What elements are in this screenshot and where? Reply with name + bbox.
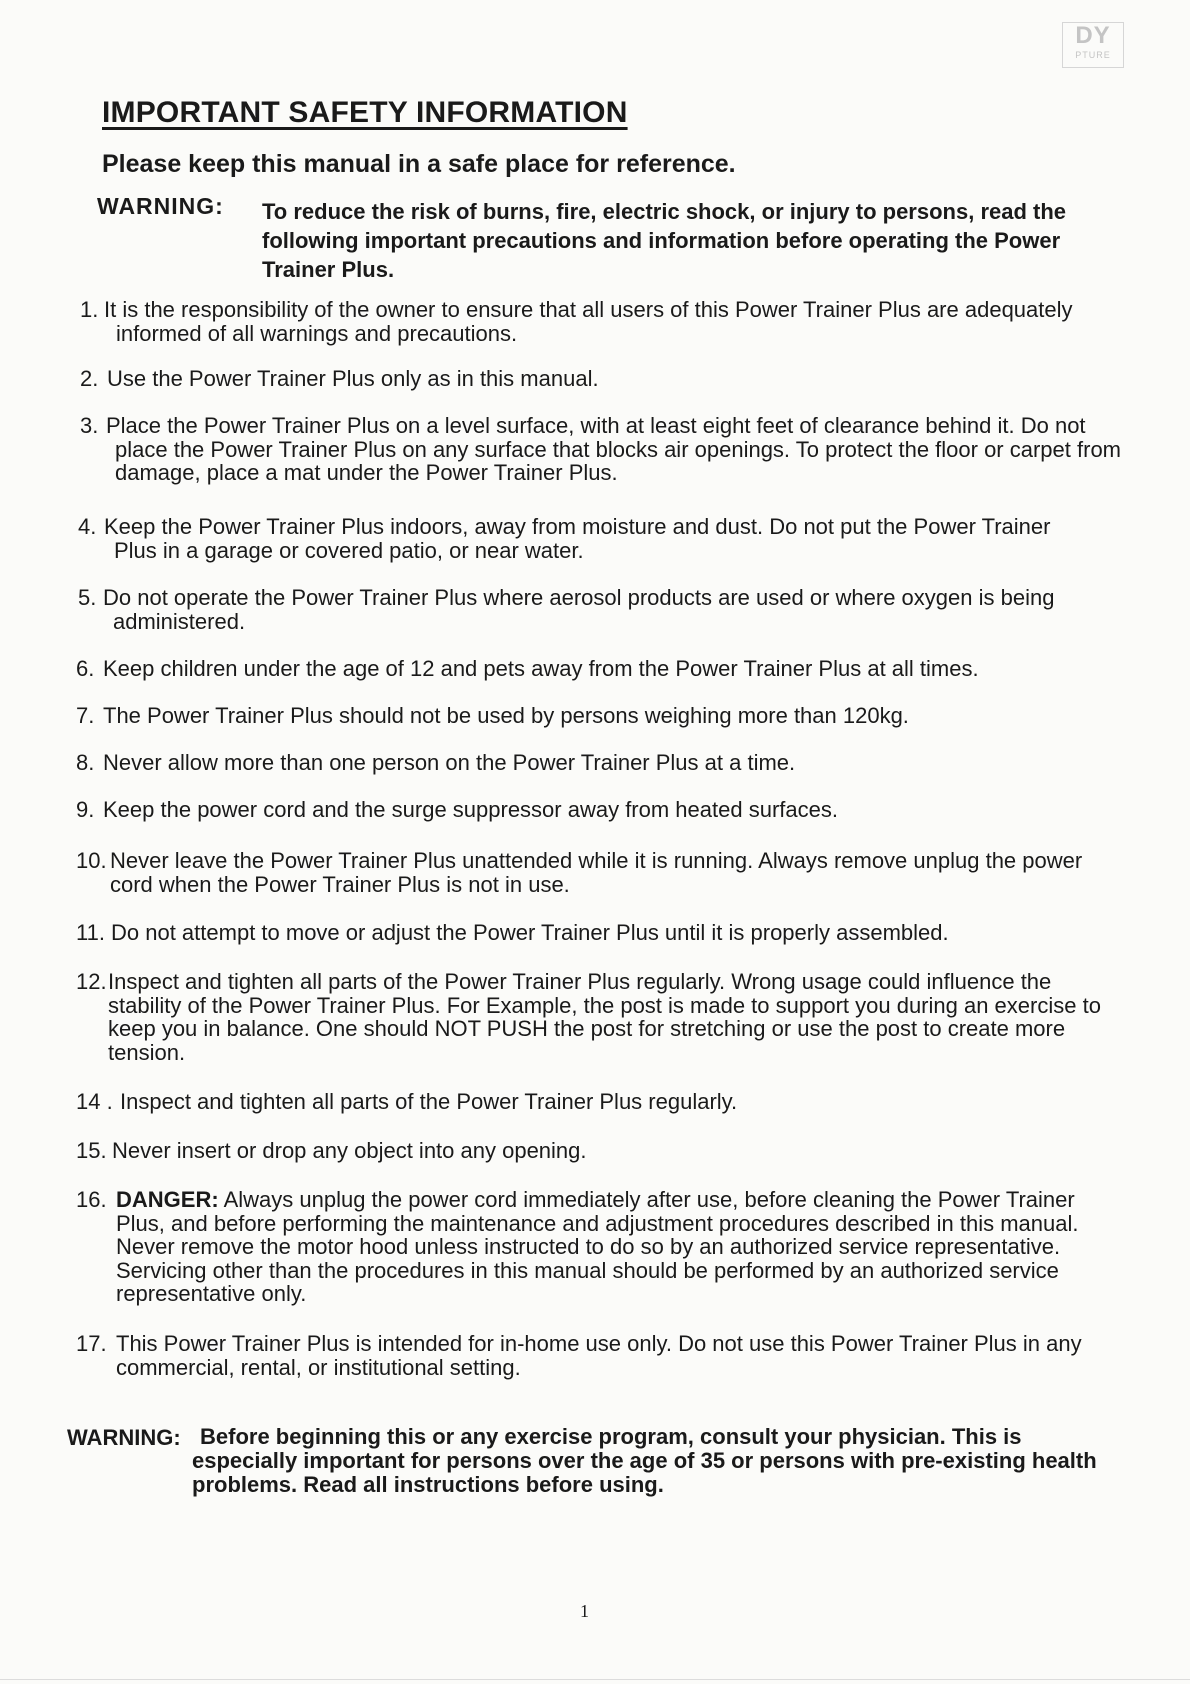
- list-item: [76, 1332, 1126, 1379]
- list-item: [76, 704, 1076, 728]
- item-number: 3.: [80, 413, 99, 438]
- list-item: [80, 414, 1130, 485]
- scan-edge-divider: [0, 1679, 1190, 1680]
- list-item: [76, 657, 1136, 681]
- item-number: 10.: [76, 848, 107, 873]
- list-item: [76, 921, 1076, 945]
- page-subtitle: Please keep this manual in a safe place for reference.: [102, 150, 736, 178]
- bottom-warning-label: WARNING:: [67, 1425, 181, 1450]
- list-item: [80, 298, 1080, 345]
- list-item: [78, 515, 1098, 562]
- list-item: [76, 1139, 1076, 1163]
- list-item: [76, 751, 1076, 775]
- list-item: [76, 849, 1106, 896]
- item-number: 7.: [76, 703, 95, 728]
- item-text: This Power Trainer Plus is intended for in-home use only. Do not use this Power Trainer Plus in any commercial, rental, or institutional setting.: [116, 1331, 1082, 1380]
- logo-text-bottom: PTURE: [1075, 50, 1111, 60]
- item-text: Keep children under the age of 12 and pets away from the Power Trainer Plus at all times.: [103, 656, 979, 681]
- list-item: [76, 798, 1076, 822]
- list-item: [80, 367, 1080, 391]
- item-text: Inspect and tighten all parts of the Power Trainer Plus regularly.: [120, 1089, 738, 1114]
- item-number: 6.: [76, 656, 95, 681]
- faded-logo-stamp: [1062, 22, 1124, 68]
- item-number: 15.: [76, 1138, 107, 1163]
- item-text: Keep the power cord and the surge suppressor away from heated surfaces.: [103, 797, 838, 822]
- item-text: Use the Power Trainer Plus only as in this manual.: [107, 366, 599, 391]
- item-text: Do not attempt to move or adjust the Power Trainer Plus until it is properly assembled.: [111, 920, 949, 945]
- item-number: 1.: [80, 297, 99, 322]
- item-number: 11.: [76, 920, 105, 945]
- bottom-warning-text: Before beginning this or any exercise program, consult your physician. This is especially important for persons over the age of 35 or persons with pre-existing health problems. Read all instructions before using.: [192, 1424, 1097, 1497]
- item-text: Never leave the Power Trainer Plus unattended while it is running. Always remove unplug the power cord when the Power Trainer Plus is not in use.: [110, 848, 1083, 897]
- item-text: Do not operate the Power Trainer Plus where aerosol products are used or where oxygen is being administered.: [103, 585, 1055, 634]
- item-number: 4.: [78, 514, 97, 539]
- list-item: [76, 970, 1126, 1064]
- item-number: 16.: [76, 1187, 107, 1212]
- item-text: Keep the Power Trainer Plus indoors, away from moisture and dust. Do not put the Power Trainer Plus in a garage or covered patio, or near water.: [104, 514, 1051, 563]
- item-text: Place the Power Trainer Plus on a level surface, with at least eight feet of clearance behind it. Do not place the Power Trainer Plus on any surface that blocks air openings. To protect the floor or carpet from damage, place a mat under the Power Trainer Plus.: [106, 413, 1122, 485]
- logo-text-top: DY: [1075, 22, 1111, 49]
- item-text: [76, 1188, 1116, 1306]
- page-number: 1: [580, 1601, 589, 1621]
- item-number: 14 .: [76, 1089, 113, 1114]
- danger-text: Always unplug the power cord immediately after use, before cleaning the Power Trainer Plus, and before performing the maintenance and adjustment procedures described in this manual. Never remove the motor hood unless instructed to do so by an authorized service representative. Servicing other than the procedures in this manual should be performed by an authorized service representative only.: [116, 1187, 1079, 1306]
- danger-label: DANGER:: [116, 1187, 219, 1212]
- item-number: 8.: [76, 750, 95, 775]
- item-number: 2.: [80, 366, 99, 391]
- item-text: Inspect and tighten all parts of the Power Trainer Plus regularly. Wrong usage could influence the stability of the Power Trainer Plus. For Example, the post is made to support you during an exercise to keep you in balance. One should NOT PUSH the post for stretching or use the post to create more tension.: [108, 969, 1101, 1065]
- item-number: 12.: [76, 969, 107, 994]
- top-warning-label: WARNING:: [97, 193, 224, 219]
- page-title: IMPORTANT SAFETY INFORMATION: [102, 96, 628, 129]
- item-text: Never insert or drop any object into any opening.: [112, 1138, 587, 1163]
- list-item: [76, 1188, 1116, 1306]
- item-number: 9.: [76, 797, 95, 822]
- top-warning-text: To reduce the risk of burns, fire, electric shock, or injury to persons, read the following important precautions and information before operating the Power Trainer Plus.: [262, 199, 1067, 282]
- item-text: It is the responsibility of the owner to ensure that all users of this Power Trainer Plus are adequately informed of all warnings and precautions.: [104, 297, 1073, 346]
- item-number: 5.: [78, 585, 97, 610]
- item-text: The Power Trainer Plus should not be used by persons weighing more than 120kg.: [103, 703, 909, 728]
- item-text: Never allow more than one person on the Power Trainer Plus at a time.: [103, 750, 796, 775]
- list-item: [78, 586, 1098, 633]
- item-number: 17.: [76, 1331, 107, 1356]
- list-item: [76, 1090, 1076, 1114]
